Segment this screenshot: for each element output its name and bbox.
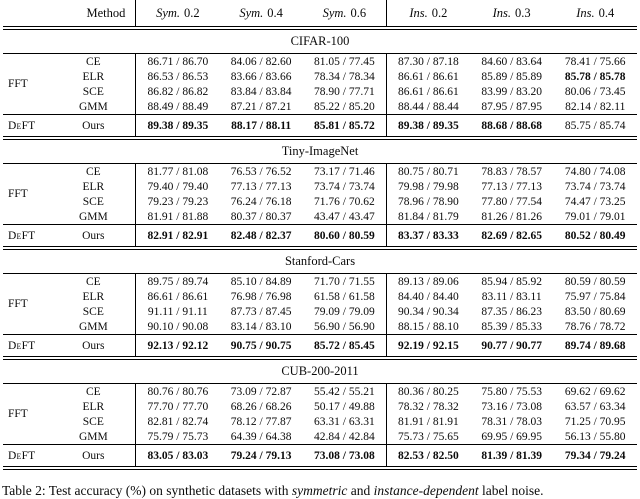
accuracy-cell: 68.26 / 68.26 [230, 400, 292, 413]
accuracy-cell: 75.73 / 75.65 [386, 429, 470, 445]
method-name: ELR [82, 180, 105, 193]
accuracy-cell: 77.70 / 77.70 [136, 399, 220, 414]
noise-type-label: Sym. [239, 5, 264, 20]
column-header-sym-02 [136, 0, 220, 28]
accuracy-cell: 82.91 / 82.91 [136, 225, 220, 249]
accuracy-cell: 73.09 / 72.87 [230, 385, 292, 398]
accuracy-cell: 85.22 / 85.20 [314, 100, 375, 113]
accuracy-cell: 86.53 / 86.53 [136, 69, 220, 84]
accuracy-cell: 90.77 / 90.77 [470, 335, 554, 359]
accuracy-cell: 85.89 / 85.89 [481, 70, 543, 83]
accuracy-cell: 75.79 / 75.73 [136, 429, 220, 445]
accuracy-cell: 43.47 / 43.47 [314, 210, 375, 223]
method-group-label-deft: DeFT [3, 115, 51, 139]
method-name: GMM [78, 210, 108, 223]
accuracy-cell: 81.91 / 81.91 [386, 414, 470, 429]
accuracy-cell: 90.34 / 90.34 [386, 304, 470, 319]
accuracy-cell: 77.13 / 77.13 [230, 180, 292, 193]
accuracy-cell: 82.81 / 82.74 [136, 414, 220, 429]
accuracy-cell: 89.13 / 89.06 [386, 274, 470, 290]
accuracy-cell: 87.35 / 86.23 [481, 305, 543, 318]
accuracy-cell: 83.05 / 83.03 [136, 445, 220, 469]
table-row-deft [3, 225, 637, 249]
method-name: Ours [51, 115, 136, 139]
accuracy-cell: 80.60 / 80.59 [303, 225, 387, 249]
accuracy-cell: 78.34 / 78.34 [314, 70, 375, 83]
noise-rate-label: 0.6 [350, 5, 367, 20]
table-row [3, 194, 637, 209]
accuracy-cell: 89.38 / 89.35 [386, 115, 470, 139]
accuracy-cell: 83.66 / 83.66 [230, 70, 292, 83]
accuracy-cell: 81.39 / 81.39 [470, 445, 554, 469]
method-name: ELR [82, 70, 105, 83]
noise-rate-label: 0.2 [184, 5, 200, 20]
accuracy-cell: 83.37 / 83.33 [386, 225, 470, 249]
accuracy-cell: 81.77 / 81.08 [136, 164, 220, 180]
method-name: ELR [82, 290, 105, 303]
accuracy-cell: 86.71 / 86.70 [136, 54, 220, 70]
accuracy-cell: 78.83 / 78.57 [481, 165, 543, 178]
accuracy-cell: 90.75 / 90.75 [219, 335, 303, 359]
accuracy-cell: 86.61 / 86.61 [386, 69, 470, 84]
accuracy-cell: 82.14 / 82.11 [565, 100, 626, 113]
accuracy-cell: 77.80 / 77.54 [481, 195, 543, 208]
method-name: Ours [51, 335, 136, 359]
accuracy-cell: 73.74 / 73.74 [314, 180, 375, 193]
accuracy-cell: 74.47 / 73.25 [564, 195, 626, 208]
section-title-row [3, 138, 637, 164]
accuracy-cell: 79.09 / 79.09 [314, 305, 375, 318]
accuracy-cell: 88.15 / 88.10 [386, 319, 470, 335]
table-row [3, 304, 637, 319]
accuracy-cell: 50.17 / 49.88 [314, 400, 375, 413]
accuracy-cell: 82.48 / 82.37 [219, 225, 303, 249]
accuracy-cell: 84.06 / 82.60 [230, 55, 292, 68]
accuracy-cell: 78.41 / 75.66 [564, 55, 626, 68]
dataset-section-title: CIFAR-100 [3, 28, 637, 54]
accuracy-cell: 76.98 / 76.98 [230, 290, 292, 303]
accuracy-cell: 80.75 / 80.71 [386, 164, 470, 180]
caption-text: Table 2: Test accuracy (%) on synthetic datasets with [2, 483, 292, 498]
accuracy-cell: 85.10 / 84.89 [230, 275, 292, 288]
accuracy-cell: 88.44 / 88.44 [386, 99, 470, 115]
dataset-section-title: Tiny-ImageNet [3, 138, 637, 164]
table-row [3, 274, 637, 290]
accuracy-cell: 63.31 / 63.31 [314, 415, 375, 428]
accuracy-cell: 81.26 / 81.26 [481, 210, 543, 223]
method-name: Ours [51, 445, 136, 469]
accuracy-cell: 89.75 / 89.74 [136, 274, 220, 290]
accuracy-cell: 71.76 / 70.62 [314, 195, 375, 208]
accuracy-cell: 69.95 / 69.95 [481, 430, 543, 443]
table-row-deft [3, 445, 637, 469]
accuracy-cell: 81.84 / 81.79 [386, 209, 470, 225]
accuracy-cell: 76.24 / 76.18 [230, 195, 292, 208]
accuracy-cell: 80.59 / 80.59 [564, 275, 626, 288]
method-group-label-fft: FFT [8, 298, 28, 310]
caption-italic-instance-dependent: instance-dependent [373, 483, 479, 498]
section-title-row [3, 358, 637, 384]
accuracy-cell: 85.78 / 85.78 [564, 70, 626, 83]
method-name: CE [85, 385, 101, 398]
accuracy-cell: 81.91 / 81.88 [136, 209, 220, 225]
method-group-label-deft: DeFT [3, 445, 51, 469]
table-row [3, 384, 637, 400]
accuracy-cell: 84.40 / 84.40 [386, 289, 470, 304]
accuracy-cell: 73.16 / 73.08 [481, 400, 543, 413]
method-name: ELR [82, 400, 105, 413]
column-header-ins-04 [553, 0, 637, 28]
column-header-sym-04 [219, 0, 303, 28]
accuracy-cell: 85.72 / 85.45 [303, 335, 387, 359]
accuracy-cell: 86.61 / 86.61 [386, 84, 470, 99]
section-title-row [3, 248, 637, 274]
accuracy-cell: 88.49 / 88.49 [136, 99, 220, 115]
caption-italic-symmetric: symmetric [291, 483, 348, 498]
accuracy-cell: 78.76 / 78.72 [564, 320, 626, 333]
method-name: SCE [82, 415, 104, 428]
table-row [3, 429, 637, 445]
accuracy-cell: 79.34 / 79.24 [553, 445, 637, 469]
accuracy-cell: 71.25 / 70.95 [564, 415, 626, 428]
noise-type-label: Ins. [492, 5, 512, 20]
accuracy-cell: 85.94 / 85.92 [481, 275, 543, 288]
accuracy-cell: 42.84 / 42.84 [314, 430, 375, 443]
accuracy-cell: 92.13 / 92.12 [136, 335, 220, 359]
table-row [3, 399, 637, 414]
accuracy-cell: 82.53 / 82.50 [386, 445, 470, 469]
accuracy-cell: 79.01 / 79.01 [564, 210, 626, 223]
noise-rate-label: 0.4 [267, 5, 283, 20]
caption-text: label noise. [478, 483, 544, 498]
method-name: SCE [82, 195, 104, 208]
accuracy-cell: 78.12 / 77.87 [230, 415, 292, 428]
accuracy-cell: 88.17 / 88.11 [219, 115, 303, 139]
accuracy-cell: 89.74 / 89.68 [553, 335, 637, 359]
column-header-ins-02 [386, 0, 470, 28]
accuracy-cell: 78.31 / 78.03 [481, 415, 543, 428]
accuracy-cell: 77.13 / 77.13 [481, 180, 543, 193]
dataset-section-title: CUB-200-2011 [3, 358, 637, 384]
accuracy-cell: 84.60 / 83.64 [481, 55, 543, 68]
method-group-label-fft: FFT [8, 408, 28, 420]
method-group-label-fft: FFT [8, 188, 28, 200]
accuracy-cell: 79.24 / 79.13 [219, 445, 303, 469]
method-column-header: Method [86, 5, 126, 20]
noise-rate-label: 0.4 [598, 5, 615, 20]
accuracy-cell: 87.73 / 87.45 [230, 305, 292, 318]
accuracy-cell: 73.08 / 73.08 [303, 445, 387, 469]
accuracy-cell: 79.23 / 79.23 [136, 194, 220, 209]
table-row [3, 414, 637, 429]
accuracy-cell: 64.39 / 64.38 [230, 430, 292, 443]
table-row [3, 289, 637, 304]
table-row [3, 54, 637, 70]
accuracy-cell: 71.70 / 71.55 [314, 275, 375, 288]
accuracy-cell: 78.96 / 78.90 [386, 194, 470, 209]
accuracy-cell: 85.75 / 85.74 [553, 115, 637, 139]
accuracy-cell: 87.21 / 87.21 [230, 100, 292, 113]
method-group-label-fft: FFT [8, 78, 28, 90]
caption-text: and [347, 483, 374, 498]
method-group-label-deft: DeFT [3, 335, 51, 359]
accuracy-cell: 89.38 / 89.35 [136, 115, 220, 139]
method-name: CE [85, 165, 101, 178]
accuracy-cell: 78.90 / 77.71 [314, 85, 375, 98]
accuracy-cell: 80.37 / 80.37 [230, 210, 292, 223]
method-name: SCE [82, 305, 104, 318]
accuracy-cell: 80.52 / 80.49 [553, 225, 637, 249]
method-name: GMM [78, 320, 108, 333]
accuracy-cell: 83.84 / 83.84 [230, 85, 292, 98]
accuracy-cell: 63.57 / 63.34 [564, 400, 626, 413]
accuracy-cell: 87.30 / 87.18 [386, 54, 470, 70]
accuracy-cell: 83.11 / 83.11 [481, 290, 542, 303]
accuracy-cell: 80.06 / 73.45 [564, 85, 626, 98]
accuracy-cell: 86.61 / 86.61 [136, 289, 220, 304]
accuracy-cell: 74.80 / 74.08 [564, 165, 626, 178]
accuracy-cell: 56.13 / 55.80 [564, 430, 626, 443]
noise-rate-label: 0.3 [515, 5, 531, 20]
table-row [3, 69, 637, 84]
accuracy-cell: 91.11 / 91.11 [136, 304, 220, 319]
accuracy-cell: 85.81 / 85.72 [303, 115, 387, 139]
noise-type-label: Ins. [409, 5, 428, 20]
accuracy-cell: 73.17 / 71.46 [314, 165, 375, 178]
accuracy-cell: 85.39 / 85.33 [481, 320, 543, 333]
table-header-row [3, 0, 637, 28]
accuracy-cell: 82.69 / 82.65 [470, 225, 554, 249]
method-name: GMM [78, 100, 108, 113]
accuracy-cell: 86.82 / 86.82 [136, 84, 220, 99]
accuracy-cell: 83.50 / 80.69 [564, 305, 626, 318]
table-row-deft [3, 115, 637, 139]
accuracy-cell: 80.76 / 80.76 [136, 384, 220, 400]
accuracy-cell: 75.80 / 75.53 [481, 385, 543, 398]
table-row-deft [3, 335, 637, 359]
accuracy-cell: 87.95 / 87.95 [481, 100, 543, 113]
method-name: GMM [78, 430, 108, 443]
accuracy-cell: 83.14 / 83.10 [230, 320, 292, 333]
noise-type-label: Sym. [322, 5, 347, 20]
table-row [3, 164, 637, 180]
accuracy-cell: 76.53 / 76.52 [230, 165, 292, 178]
accuracy-cell: 69.62 / 69.62 [564, 385, 626, 398]
noise-type-label: Ins. [576, 5, 595, 20]
method-name: CE [85, 275, 101, 288]
column-header-sym-06 [303, 0, 387, 28]
accuracy-cell: 88.68 / 88.68 [470, 115, 554, 139]
accuracy-cell: 79.98 / 79.98 [386, 179, 470, 194]
accuracy-cell: 81.05 / 77.45 [314, 55, 375, 68]
method-name: Ours [51, 225, 136, 249]
table-row [3, 99, 637, 115]
accuracy-cell: 55.42 / 55.21 [314, 385, 375, 398]
accuracy-cell: 83.99 / 83.20 [481, 85, 543, 98]
section-title-row [3, 28, 637, 54]
table-row [3, 319, 637, 335]
results-table [3, 0, 637, 470]
table-row [3, 84, 637, 99]
accuracy-cell: 90.10 / 90.08 [136, 319, 220, 335]
accuracy-cell: 56.90 / 56.90 [314, 320, 375, 333]
accuracy-cell: 80.36 / 80.25 [386, 384, 470, 400]
table-row [3, 179, 637, 194]
noise-rate-label: 0.2 [431, 5, 448, 20]
method-name: SCE [82, 85, 104, 98]
accuracy-cell: 79.40 / 79.40 [136, 179, 220, 194]
table-row [3, 209, 637, 225]
noise-type-label: Sym. [156, 5, 181, 20]
accuracy-cell: 92.19 / 92.15 [386, 335, 470, 359]
column-header-ins-03 [470, 0, 554, 28]
accuracy-cell: 73.74 / 73.74 [564, 180, 626, 193]
table-caption [2, 483, 638, 499]
method-name: CE [85, 55, 101, 68]
method-group-label-deft: DeFT [3, 225, 51, 249]
accuracy-cell: 75.97 / 75.84 [564, 290, 626, 303]
accuracy-cell: 78.32 / 78.32 [386, 399, 470, 414]
accuracy-cell: 61.58 / 61.58 [314, 290, 375, 303]
dataset-section-title: Stanford-Cars [3, 248, 637, 274]
